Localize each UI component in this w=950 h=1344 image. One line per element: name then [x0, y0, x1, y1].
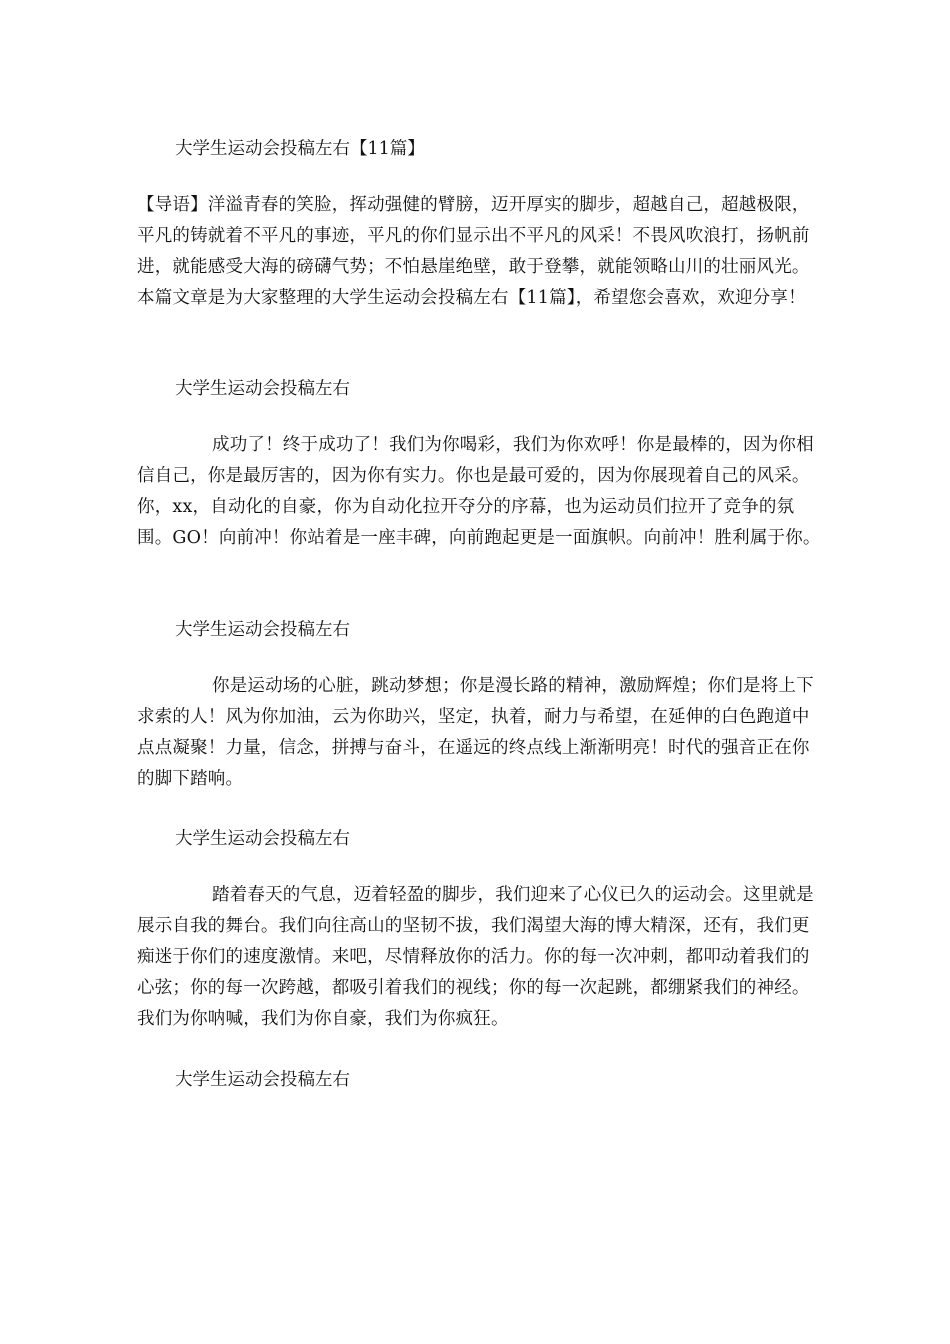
- section-heading-4: 大学生运动会投稿左右: [175, 1070, 350, 1090]
- section-heading-2: 大学生运动会投稿左右: [175, 620, 350, 640]
- section-body-2: 你是运动场的心脏，跳动梦想；你是漫长路的精神，激励辉煌；你们是将上下求索的人！风为你加油，云为你助兴，坚定，执着，耐力与希望，在延伸的白色跑道中点点凝聚！力量，信念，拼搏与奋斗，在遥远的终点线上渐渐明亮！时代的强音正在你的脚下踏响。: [137, 676, 814, 789]
- section-body-3: 踏着春天的气息，迈着轻盈的脚步，我们迎来了心仪已久的运动会。这里就是展示自我的舞台。我们向往高山的坚韧不拔，我们渴望大海的博大精深，还有，我们更痴迷于你们的速度激情。来吧，尽情释放你的活力。你的每一次冲刺，都叩动着我们的心弦；你的每一次跨越，都吸引着我们的视线；你的每一次起跳，都绷紧我们的神经。我们为你呐喊，我们为你自豪，我们为你疯狂。: [137, 885, 814, 1029]
- intro-paragraph: 【导语】洋溢青春的笑脸，挥动强健的臂膀，迈开厚实的脚步，超越自己，超越极限，平凡的铸就着不平凡的事迹，平凡的你们显示出不平凡的风采！不畏风吹浪打，扬帆前进，就能感受大海的磅礴气势；不怕悬崖绝壁，敢于登攀，就能领略山川的壮丽风光。本篇文章是为大家整理的大学生运动会投稿左右【11篇】，希望您会喜欢，欢迎分享！: [137, 195, 810, 308]
- section-heading-1: 大学生运动会投稿左右: [175, 379, 350, 399]
- section-body-1: 成功了！终于成功了！我们为你喝彩，我们为你欢呼！你是最棒的，因为你相信自己，你是最厉害的，因为你有实力。你也是最可爱的，因为你展现着自己的风采。你，xx，自动化的自豪，你为自动化拉开夺分的序幕，也为运动员们拉开了竞争的氛围。GO！向前冲！你站着是一座丰碑，向前跑起更是一面旗帜。向前冲！胜利属于你。: [137, 435, 821, 548]
- document-title: 大学生运动会投稿左右【11篇】: [175, 139, 425, 159]
- section-heading-3: 大学生运动会投稿左右: [175, 829, 350, 849]
